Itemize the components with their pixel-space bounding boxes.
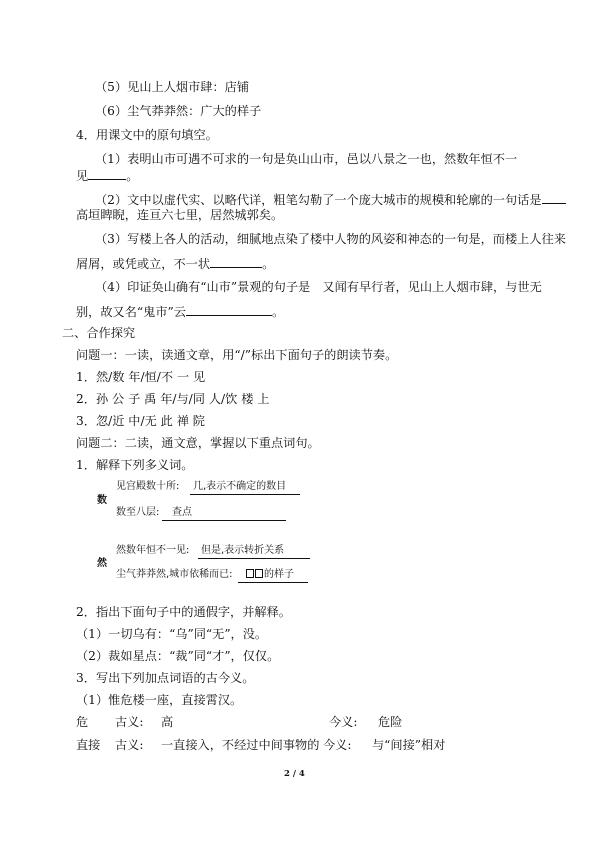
- line: （4）印证奂山确有“山市”景观的句子是 又闻有早行者，见山上人烟市肆，与世无: [95, 280, 542, 294]
- diagram-answer: 查点: [172, 507, 192, 518]
- table-new-meaning: 与“间接”相对: [372, 738, 446, 752]
- section-heading: 二、合作探究: [62, 326, 136, 340]
- table-old-label: 古义:: [115, 738, 144, 752]
- blank: [210, 256, 262, 268]
- table-word: 直接: [76, 738, 101, 752]
- line: [76, 304, 284, 319]
- line: [95, 192, 566, 207]
- blank-box: [255, 569, 263, 578]
- line: （1）一切乌有：“乌”同“无”，没。: [76, 627, 268, 641]
- table-old-meaning: 高: [161, 715, 174, 729]
- table-new-meaning: 危险: [378, 715, 403, 729]
- diagram-answer: [246, 569, 294, 581]
- blank: [542, 192, 566, 204]
- answer-underline: [198, 558, 310, 559]
- line: （1）表明山市可遇不可求的一句是奂山山市，邑以八景之一也，然数年恒不一: [95, 152, 518, 166]
- line: 问题一：一读，读通文章，用“/”标出下面句子的朗读节奏。: [76, 348, 398, 362]
- blank-box: [246, 569, 254, 578]
- line-text: 屑屑，或凭或立，不一状: [76, 257, 211, 271]
- blank: [186, 304, 272, 316]
- line: 2．孙 公 子 禹 年/与/同 人/饮 楼 上: [76, 392, 270, 406]
- line: （3）写楼上各人的活动，细腻地点染了楼中人物的风姿和神态的一句是，而楼上人往来: [95, 232, 566, 246]
- line: 1．然/数 年/恒/不 一 见: [76, 370, 206, 384]
- answer-underline: [238, 582, 308, 583]
- line-text: 别，故又名“鬼市”云: [76, 305, 186, 319]
- answer-underline: [162, 520, 286, 521]
- diagram-sentence: 见宫殿数十所:: [116, 481, 180, 492]
- line: （5）见山上人烟市肆：店铺: [95, 80, 250, 94]
- line: （1）惟危楼一座，直接霄汉。: [76, 693, 243, 707]
- line: 2．指出下面句子中的通假字，并解释。: [76, 605, 291, 619]
- diagram-head: 数: [97, 495, 107, 506]
- line: [76, 168, 138, 183]
- line: （2）裁如星点：“裁”同“才”，仅仅。: [76, 649, 280, 663]
- table-old-label: 古义:: [115, 715, 144, 729]
- line: 1．解释下列多义词。: [76, 458, 194, 472]
- diagram-sentence: 数至八层:: [116, 507, 160, 518]
- line-text: 。: [262, 257, 275, 271]
- line: 高垣睥睨，连亘六七里，居然城郭矣。: [76, 208, 284, 222]
- answer-text: 的样子: [264, 569, 294, 580]
- table-word: 危: [76, 715, 89, 729]
- line-text: 见: [76, 169, 89, 183]
- diagram-head: 然: [97, 558, 107, 569]
- table-new-label: 今义:: [329, 715, 358, 729]
- table-new-label: 今义:: [323, 738, 352, 752]
- table-old-meaning: 一直接入，不经过中间事物的: [161, 738, 320, 752]
- diagram-sentence: 尘气莽莽然,城市依稀而已:: [116, 569, 233, 580]
- blank: [88, 168, 126, 180]
- line: 4．用课文中的原句填空。: [76, 128, 218, 142]
- line: （6）尘气莽莽然：广大的样子: [95, 104, 262, 118]
- line: 问题二：二读，通文意，掌握以下重点词句。: [76, 436, 320, 450]
- diagram-sentence: 然数年恒不一见:: [116, 545, 190, 556]
- line: 3．忽/近 中/无 此 禅 院: [76, 414, 205, 428]
- line: 3．写出下列加点词语的古今义。: [76, 671, 255, 685]
- line-text: 。: [271, 305, 285, 319]
- diagram-answer: 几,表示不确定的数目: [193, 481, 287, 492]
- line-text: （2）文中以虚代实、以略代详，粗笔勾勒了一个庞大城市的规模和轮廓的一句话是: [95, 193, 542, 207]
- answer-underline: [190, 494, 300, 495]
- page-number: 2 / 4: [284, 769, 305, 779]
- diagram-answer: 但是,表示转折关系: [201, 545, 285, 556]
- line-text: 。: [126, 169, 139, 183]
- line: [76, 256, 274, 271]
